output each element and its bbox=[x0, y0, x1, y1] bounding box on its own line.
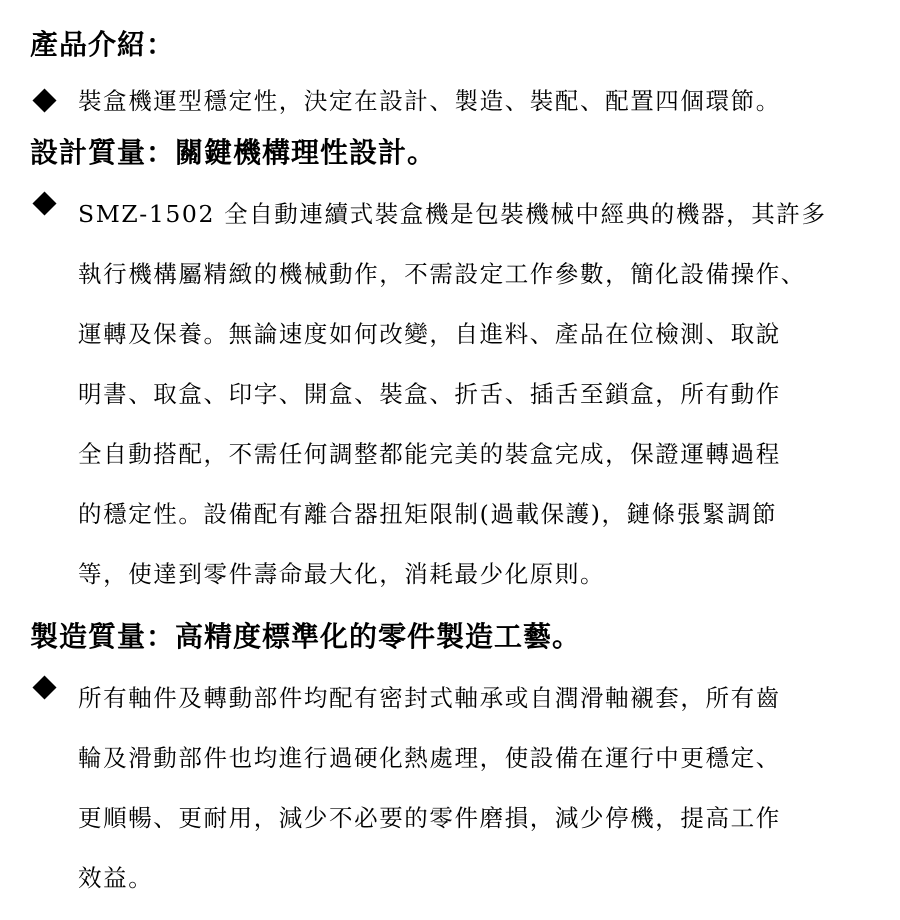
manufacturing-line: 更順暢、更耐用，減少不必要的零件磨損，減少停機，提高工作 bbox=[78, 804, 781, 832]
design-line: 運轉及保養。無論速度如何改變，自進料、產品在位檢測、取說 bbox=[78, 320, 781, 348]
diamond-bullet-icon bbox=[32, 675, 56, 699]
design-line: 執行機構屬精緻的機械動作，不需設定工作參數，簡化設備操作、 bbox=[78, 260, 806, 288]
design-line: SMZ-1502 全自動連續式裝盒機是包裝機械中經典的機器，其許多 bbox=[78, 200, 827, 228]
manufacturing-heading: 製造質量：高精度標準化的零件製造工藝。 bbox=[30, 620, 582, 653]
design-heading: 設計質量：關鍵機構理性設計。 bbox=[30, 136, 437, 169]
design-line: 等，使達到零件壽命最大化，消耗最少化原則。 bbox=[78, 560, 606, 588]
diamond-bullet-icon bbox=[32, 191, 56, 215]
manufacturing-line: 效益。 bbox=[78, 864, 154, 892]
design-bullet bbox=[30, 184, 860, 604]
manufacturing-line: 所有軸件及轉動部件均配有密封式軸承或自潤滑軸襯套，所有齒 bbox=[78, 684, 781, 712]
manufacturing-bullet bbox=[30, 668, 860, 908]
intro-bullet-text: 裝盒機運型穩定性，決定在設計、製造、裝配、配置四個環節。 bbox=[78, 87, 781, 115]
intro-heading: 產品介紹： bbox=[30, 28, 176, 61]
diamond-bullet-icon bbox=[32, 88, 56, 112]
design-line: 明書、取盒、印字、開盒、裝盒、折舌、插舌至鎖盒，所有動作 bbox=[78, 380, 781, 408]
intro-bullet bbox=[30, 84, 860, 118]
design-line: 的穩定性。設備配有離合器扭矩限制(過載保護)，鏈條張緊調節 bbox=[78, 500, 778, 528]
manufacturing-line: 輪及滑動部件也均進行過硬化熱處理，使設備在運行中更穩定、 bbox=[78, 744, 781, 772]
design-line: 全自動搭配，不需任何調整都能完美的裝盒完成，保證運轉過程 bbox=[78, 440, 781, 468]
